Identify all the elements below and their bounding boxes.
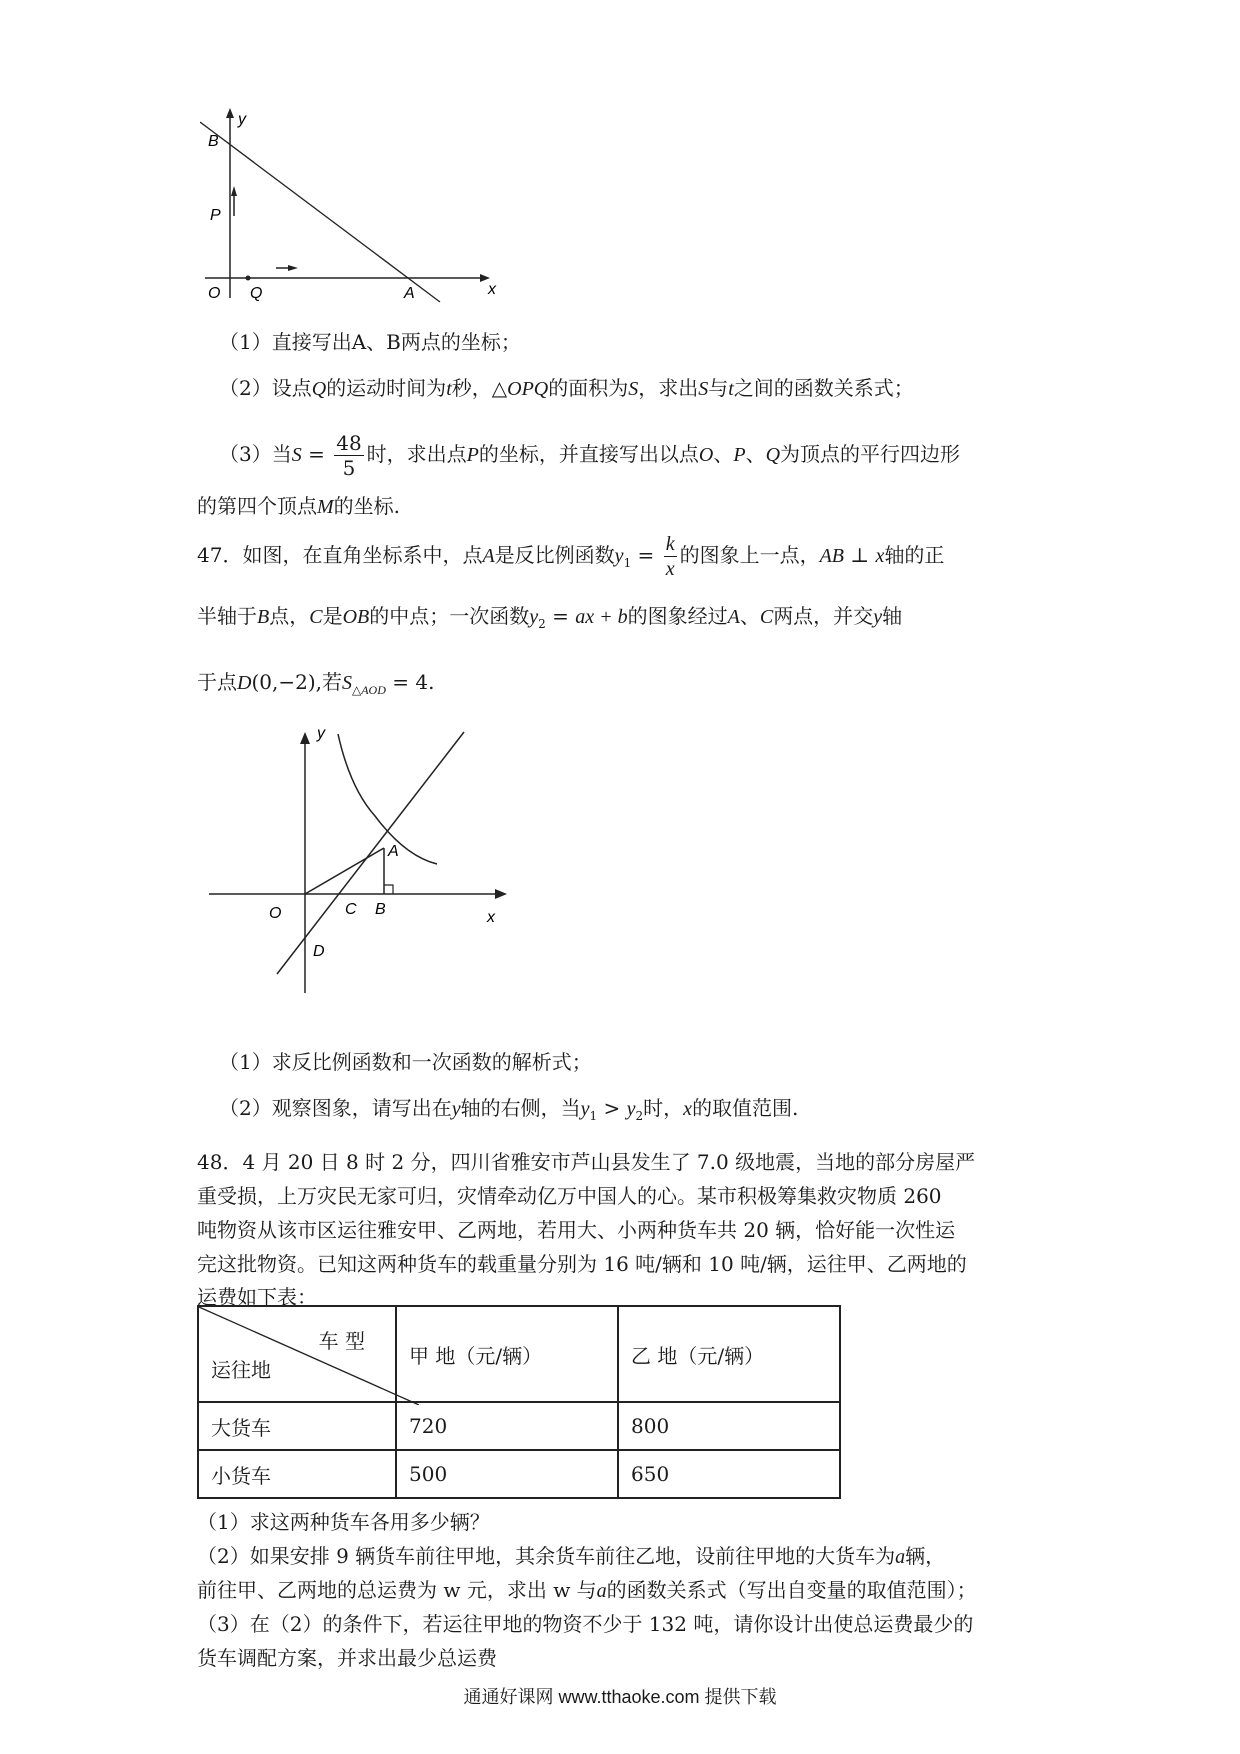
q47-l2-c: 是 [322,604,343,628]
q46-p3-p2: P [733,444,746,466]
q46-part3-line2 [197,492,400,521]
q48-line-3: 吨物资从该市区运往雅安甲、乙两地，若用大、小两种货车共 20 辆，恰好能一次性运 [197,1218,956,1242]
fig1-point-q [246,276,251,281]
q47-line2 [197,602,902,638]
q46-part2 [219,374,914,403]
q46-p3-q: Q [765,444,781,466]
q46-p2-f: 与 [708,376,729,400]
fig1-label-o: O [208,285,221,302]
q46-p2-opq: OPQ [507,378,549,400]
q48-p2-var: a [895,1546,906,1568]
q47-l1-eq: = [631,543,661,567]
fig1-label-y: y [238,111,246,128]
q47-l2-d: 的中点；一次函数 [369,604,530,628]
fig2-label-o: O [269,905,282,922]
page-footer: 通通好课网 www.tthaoke.com 提供下载 [463,1687,777,1707]
figure-1-coordinate-graph [200,108,510,308]
q47-l2-c2-var: C [759,606,774,628]
fig2-label-c: C [345,901,357,918]
q47-l1-d: 轴的正 [884,543,945,567]
fig1-label-p: P [210,207,221,224]
fig1-line-ab [200,122,440,302]
q48-part1: （1）求这两种货车各用多少辆？ [197,1510,490,1534]
fig1-q-arrow-head [288,265,298,271]
q47-p2-d: 的取值范围. [692,1096,799,1120]
q47-p2-y1: y [580,1098,590,1120]
q47-l2-y2: y [529,606,539,628]
q46-p3-s: S [291,444,302,466]
q48-p2-line2-a: 前往甲、乙两地的总运费为 w 元，求出 w 与 [197,1578,597,1602]
q46-p2-t2: t [728,378,734,400]
q46-p2-e: ，求出 [638,376,699,400]
q46-p3-a: （3）当 [219,442,292,466]
q48-part3-line2: 货车调配方案，并求出最少总运费 [197,1646,497,1670]
freight-cost-table [197,1305,841,1499]
q46-p2-b: 的运动时间为 [326,376,447,400]
q47-l1-a: 47．如图，在直角坐标系中，点 [197,543,483,567]
q47-l2-a: 半轴于 [197,604,257,628]
q46-p3-m: M [317,496,334,518]
q47-l3-a: 于点 [197,670,237,694]
q47-l3-sub: △AOD [351,683,386,697]
q47-p2-a: （2）观察图象，请写出在 [219,1096,452,1120]
table-header-col1: 甲 地（元/辆） [396,1306,618,1402]
fig1-label-q: Q [250,285,263,302]
q47-l3-s: S [341,672,352,694]
fig2-label-d: D [313,943,325,960]
q47-l2-y: y [873,606,883,628]
q46-p2-t: t [446,378,452,400]
q46-p3-fraction [334,431,363,480]
q47-l2-ob: OB [342,606,370,628]
table-row [198,1450,840,1498]
q47-l1-c: 的图象上一点， [679,543,820,567]
q46-p2-g: 之间的函数关系式； [733,376,914,400]
q47-p2-c: 时， [643,1096,684,1120]
q48-part2 [197,1542,945,1571]
q47-l3-d: D [237,672,252,694]
corner-bottom-label: 运往地 [211,1358,271,1382]
fig2-label-x: x [487,909,495,926]
q47-l2-h: 轴 [882,604,903,628]
q47-p2-y2: y [626,1098,636,1120]
fig2-label-a: A [388,843,399,860]
table-row-name: 大货车 [198,1402,396,1450]
q46-p3-o: O [698,444,714,466]
q47-l1-ab: AB [819,545,845,567]
fig1-label-b: B [208,133,219,150]
fig1-p-arrow-head [231,186,237,196]
q47-l2-f: 、 [739,604,760,628]
q46-p2-a: （2）设点 [219,376,312,400]
q48-p2-a: （2）如果安排 9 辆货车前往甲地，其余货车前往乙地，设前往甲地的大货车为 [197,1544,896,1568]
q46-p3-b: 时，求出点 [366,442,467,466]
table-header-row [198,1306,840,1402]
q47-l1-sub1: 1 [623,556,632,570]
q46-p3-d: 、 [713,442,734,466]
q47-l3-coord: (0,−2) [251,670,316,694]
q48-part2-line2 [197,1576,977,1605]
q46-p3-p: P [466,444,479,466]
q47-l2-e: 的图象经过 [627,604,728,628]
table-cell: 800 [618,1402,840,1450]
q47-p2-sub2: 2 [635,1109,644,1123]
q47-l2-g: 两点，并交 [773,604,874,628]
q46-part3 [219,424,960,485]
fig2-y-arrow [300,732,310,744]
q47-l2-c-var: C [309,606,323,628]
q48-p2-var2: a [596,1580,607,1602]
fig2-label-y: y [317,728,325,742]
q47-p2-gt: > [597,1096,627,1120]
q47-part2 [219,1094,798,1130]
q47-l1-perp: ⊥ [844,543,876,567]
q47-l2-a-var: A [727,606,740,628]
table-row-name: 小货车 [198,1450,396,1498]
table-cell: 720 [396,1402,618,1450]
q46-p2-s2: S [698,378,709,400]
table-corner-cell [198,1306,396,1402]
q46-p3-f: 为顶点的平行四边形 [780,442,961,466]
q47-p2-sub1: 1 [589,1109,598,1123]
q46-p3-line2-b: 的坐标. [333,494,401,518]
q46-part1: （1）直接写出A、B两点的坐标； [219,330,521,354]
table-cell: 500 [396,1450,618,1498]
fig1-y-arrow [226,108,234,118]
q46-p3-num: 48 [336,431,362,455]
q47-l2-sub2: 2 [538,617,546,631]
q48-p2-b: 辆， [905,1544,946,1568]
q46-p2-c: 秒，△ [451,376,508,400]
q47-l1-y1: y [614,545,624,567]
q47-l1-x: x [875,545,885,567]
fig2-x-arrow [495,889,507,899]
q46-p3-eq: = [301,442,332,466]
q47-p2-x: x [683,1098,693,1120]
q47-l2-expr: ax + b [575,606,628,628]
q47-line3 [197,668,434,704]
fig2-right-angle-mark [384,885,393,894]
q47-p2-b: 轴的右侧，当 [460,1096,581,1120]
q47-l2-b: 点， [269,604,310,628]
q47-l1-fraction [664,532,677,581]
fig1-label-a: A [404,285,415,302]
table-header-col2: 乙 地（元/辆） [618,1306,840,1402]
q46-p3-c: 的坐标，并直接写出以点 [478,442,699,466]
corner-top-label: 车 型 [318,1329,365,1353]
q46-p2-s: S [628,378,639,400]
figure-2-coordinate-graph [205,728,515,998]
q47-p2-y: y [451,1098,461,1120]
q48-part3-line1: （3）在（2）的条件下，若运往甲地的物资不少于 132 吨，请你设计出使总运费最少的 [197,1612,974,1636]
q47-part1: （1）求反比例函数和一次函数的解析式； [219,1050,592,1074]
q47-l1-num: k [665,533,675,555]
q46-p2-d: 的面积为 [548,376,629,400]
q47-l2-eq: = [545,604,576,628]
table-row [198,1402,840,1450]
q47-l2-b-var: B [257,606,270,628]
q48-p2-line2-b: 的函数关系式（写出自变量的取值范围）； [606,1578,977,1602]
table-cell: 650 [618,1450,840,1498]
q47-l3-b: ,若 [315,670,342,694]
q46-p2-q: Q [311,378,327,400]
q47-line1 [197,525,944,593]
q47-l1-a-var: A [482,545,495,567]
q48-line-1: 48．4 月 20 日 8 时 2 分，四川省雅安市芦山县发生了 7.0 级地震，当地的部分房屋严 [197,1150,976,1174]
q46-p3-e: 、 [745,442,766,466]
fig1-label-x: x [488,281,496,298]
q47-l1-den: x [665,558,675,580]
fig2-label-b: B [375,901,386,918]
q47-l3-c: = 4. [385,670,435,694]
q46-p3-line2-a: 的第四个顶点 [197,494,317,518]
q48-line-4: 完这批物资。已知这两种货车的载重量分别为 16 吨/辆和 10 吨/辆，运往甲、乙两地的 [197,1252,967,1276]
q47-l1-b: 是反比例函数 [494,543,615,567]
q48-line-5: 运费如下表： [197,1285,317,1309]
q48-line-2: 重受损，上万灾民无家可归，灾情牵动亿万中国人的心。某市积极筹集救灾物质 260 [197,1184,942,1208]
q46-p3-den: 5 [342,456,356,480]
